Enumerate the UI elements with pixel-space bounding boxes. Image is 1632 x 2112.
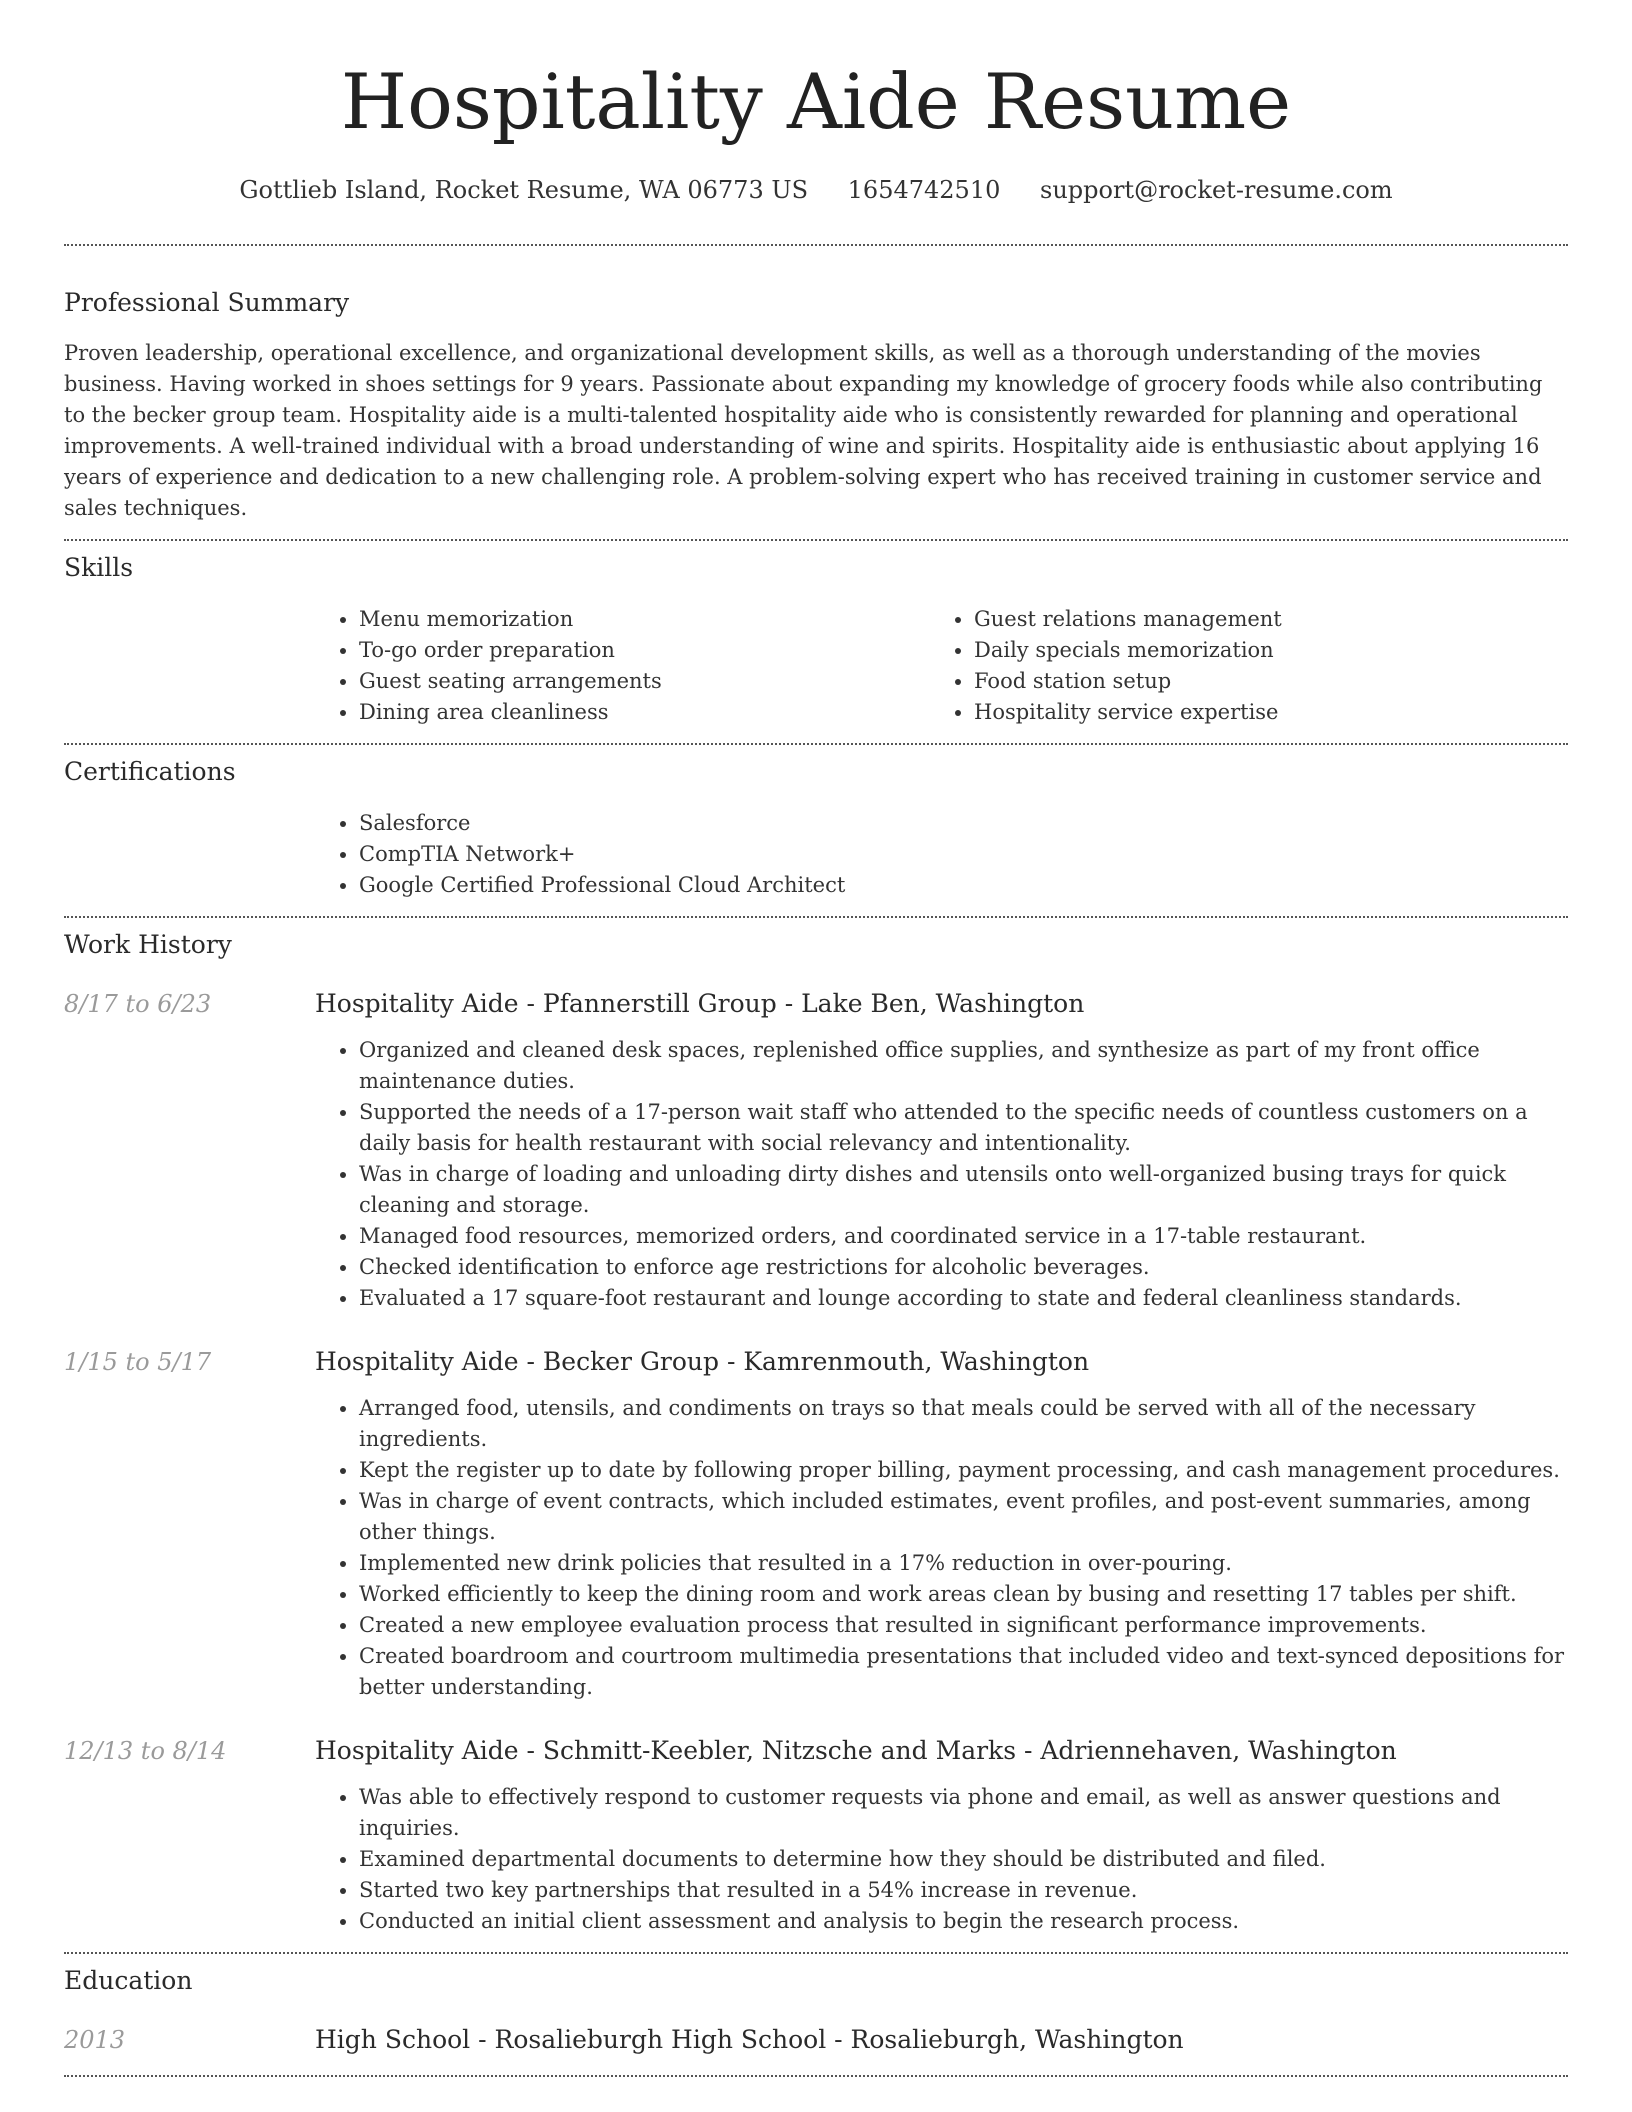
job-duties — [315, 1035, 1568, 1314]
list-item: • Examined departmental documents to determine how they should be distributed and filed. — [359, 1844, 1568, 1875]
list-item: • Organized and cleaned desk spaces, replenished office supplies, and synthesize as part of my front office maintenance duties. — [359, 1035, 1568, 1097]
contact-line — [64, 172, 1568, 208]
list-item: • Evaluated a 17 square-foot restaurant and lounge according to state and federal cleanliness standards. — [359, 1283, 1568, 1314]
list-item: • Guest relations management — [974, 604, 1568, 635]
education-year: 2013 — [64, 2026, 126, 2054]
job-dates: 12/13 to 8/14 — [64, 1737, 227, 1765]
list-item: • Salesforce — [359, 808, 1568, 839]
list-item: • Daily specials memorization — [974, 635, 1568, 666]
contact-phone: 1654742510 — [847, 176, 1001, 204]
list-item: • Started two key partnerships that resulted in a 54% increase in revenue. — [359, 1875, 1568, 1906]
job-title: Hospitality Aide - Pfannerstill Group - Lake Ben, Washington — [315, 989, 1085, 1018]
certifications-list — [315, 808, 1568, 901]
list-item: • Supported the needs of a 17-person wait staff who attended to the specific needs of countless customers on a daily basis for health restaurant with social relevancy and intentionality. — [359, 1097, 1568, 1159]
education-section — [64, 1954, 1568, 2057]
list-item: • Managed food resources, memorized orders, and coordinated service in a 17-table restaurant. — [359, 1221, 1568, 1252]
list-item: • CompTIA Network+ — [359, 839, 1568, 870]
job-entry — [64, 1734, 1568, 1937]
list-item: • Worked efficiently to keep the dining room and work areas clean by busing and resetting 17 tables per shift. — [359, 1579, 1568, 1610]
list-item: • Was in charge of event contracts, which included estimates, event profiles, and post-event summaries, among other things. — [359, 1486, 1568, 1548]
job-header — [64, 1734, 1568, 1768]
job-entry — [64, 987, 1568, 1314]
skills-grid — [315, 604, 1568, 728]
list-item: • Created a new employee evaluation process that resulted in significant performance improvements. — [359, 1610, 1568, 1641]
list-item: • Food station setup — [974, 666, 1568, 697]
list-item: • Created boardroom and courtroom multimedia presentations that included video and text-synced depositions for better understanding. — [359, 1641, 1568, 1703]
resume-title: Hospitality Aide Resume — [340, 57, 1292, 146]
job-dates: 1/15 to 5/17 — [64, 1348, 212, 1376]
section-heading-skills: Skills — [64, 553, 134, 582]
list-item: • Kept the register up to date by following proper billing, payment processing, and cash management procedures. — [359, 1455, 1568, 1486]
job-duties — [315, 1782, 1568, 1937]
job-dates: 8/17 to 6/23 — [64, 990, 212, 1018]
job-entry — [64, 1345, 1568, 1703]
skills-list-right — [930, 604, 1568, 728]
job-duties — [315, 1393, 1568, 1703]
list-item: • Guest seating arrangements — [359, 666, 930, 697]
education-header — [64, 2023, 1568, 2057]
list-item: • Hospitality service expertise — [974, 697, 1568, 728]
job-title: Hospitality Aide - Becker Group - Kamrenmouth, Washington — [315, 1347, 1090, 1376]
job-title: Hospitality Aide - Schmitt-Keebler, Nitzsche and Marks - Adriennehaven, Washington — [315, 1736, 1397, 1765]
list-item: • Conducted an initial client assessment and analysis to begin the research process. — [359, 1906, 1568, 1937]
list-item: • Was in charge of loading and unloading dirty dishes and utensils onto well-organized busing trays for quick cleaning and storage. — [359, 1159, 1568, 1221]
list-item: • Arranged food, utensils, and condiments on trays so that meals could be served with all of the necessary ingredients. — [359, 1393, 1568, 1455]
list-item: • To-go order preparation — [359, 635, 930, 666]
section-heading-summary: Professional Summary — [64, 288, 350, 317]
section-heading-certifications: Certifications — [64, 757, 236, 786]
education-entry — [64, 2023, 1568, 2057]
job-header — [64, 1345, 1568, 1379]
education-title: High School - Rosalieburgh High School - Rosalieburgh, Washington — [315, 2025, 1184, 2054]
contact-address: Gottlieb Island, Rocket Resume, WA 06773 US — [239, 176, 809, 204]
list-item: • Implemented new drink policies that resulted in a 17% reduction in over-pouring. — [359, 1548, 1568, 1579]
work-history-section — [64, 918, 1568, 1937]
list-item: • Menu memorization — [359, 604, 930, 635]
divider — [64, 2075, 1568, 2077]
summary-section — [64, 246, 1568, 524]
section-heading-work-history: Work History — [64, 930, 232, 959]
list-item: • Dining area cleanliness — [359, 697, 930, 728]
skills-list-left — [315, 604, 930, 728]
section-heading-education: Education — [64, 1966, 193, 1995]
skills-section — [64, 541, 1568, 728]
list-item: • Checked identification to enforce age restrictions for alcoholic beverages. — [359, 1252, 1568, 1283]
summary-text: Proven leadership, operational excellence, and organizational development skills, as well as a thorough understanding of the movies business. Having worked in shoes settings for 9 years. Passionate about expanding my knowledge of grocery foods while also contributing to the becker group team. Hospitality aide is a multi-talented hospitality aide who is consistently rewarded for planning and operational improvements. A well-trained individual with a broad understanding of wine and spirits. Hospitality aide is enthusiastic about applying 16 years of experience and dedication to a new challenging role. A problem-solving expert who has received training in customer service and sales techniques. — [64, 341, 1543, 520]
list-item: • Google Certified Professional Cloud Architect — [359, 870, 1568, 901]
contact-email: support@rocket-resume.com — [1040, 176, 1393, 204]
job-header — [64, 987, 1568, 1021]
certifications-section — [64, 745, 1568, 901]
list-item: • Was able to effectively respond to customer requests via phone and email, as well as answer questions and inquiries. — [359, 1782, 1568, 1844]
